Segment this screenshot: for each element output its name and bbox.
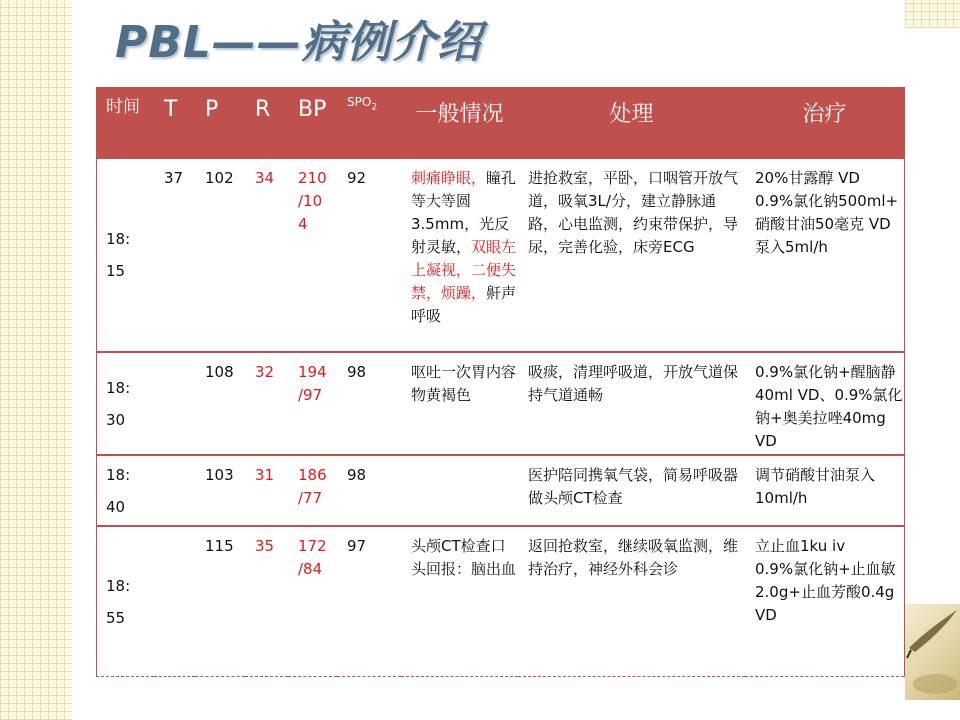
cell-time: 18: 40 [96,455,154,526]
cell-bp: 172 /84 [288,526,337,676]
cell-t [154,352,195,456]
table-row [96,352,904,456]
cell-spo2: 98 [337,352,401,456]
cell-r: 35 [245,526,288,676]
header-general: 一般情况 [401,87,518,159]
header-time: 时间 [96,87,154,159]
cell-spo2: 92 [337,159,401,352]
cell-p: 102 [195,159,245,352]
cell-therapy: 调节硝酸甘油泵入10ml/h [745,455,904,526]
cell-therapy: 0.9%氯化钠+醒脑静40ml VD、0.9%氯化钠+奥美拉唑40mg VD [745,352,904,456]
cell-time: 18: 55 [96,526,154,676]
cell-bp: 194 /97 [288,352,337,456]
header-r: R [245,87,288,159]
table-header-row [96,87,904,159]
cell-spo2: 97 [337,526,401,676]
cell-treatment: 吸痰，清理呼吸道，开放气道保持气道通畅 [518,352,745,456]
header-p: P [195,87,245,159]
cell-t: 37 [154,159,195,352]
cell-r: 34 [245,159,288,352]
cell-spo2: 98 [337,455,401,526]
decorative-grid-right [905,0,960,28]
table-frame-right [904,87,905,677]
cell-general [401,455,518,526]
cell-t [154,455,195,526]
header-treatment: 处理 [518,87,745,159]
quill-pen-icon [905,604,960,700]
cell-time: 18: 15 [96,159,154,352]
slide-title: PBL——病例介绍 [115,17,482,68]
cell-therapy: 20%甘露醇 VD 0.9%氯化钠500ml+ 硝酸甘油50毫克 VD 泵入5ml/h [745,159,904,352]
table-row [96,455,904,526]
cell-therapy: 立止血1ku iv 0.9%氯化钠+止血敏2.0g+止血芳酸0.4g VD [745,526,904,676]
table-row [96,159,904,352]
decorative-grid-left [0,0,72,720]
cell-general: 刺痛睁眼，瞳孔等大等圆3.5mm，光反射灵敏，双眼左上凝视，二便失禁，烦躁，鼾声呼吸 [401,159,518,352]
cell-t [154,526,195,676]
cell-p: 115 [195,526,245,676]
cell-treatment: 医护陪同携氧气袋，简易呼吸器做头颅CT检查 [518,455,745,526]
cell-treatment: 返回抢救室，继续吸氧监测，维持治疗，神经外科会诊 [518,526,745,676]
case-table [96,87,904,677]
header-therapy: 治疗 [745,87,904,159]
header-t: T [154,87,195,159]
cell-time: 18: 30 [96,352,154,456]
cell-bp: 186 /77 [288,455,337,526]
cell-r: 32 [245,352,288,456]
cell-general: 呕吐一次胃内容物黄褐色 [401,352,518,456]
decorative-photo [905,604,960,700]
cell-r: 31 [245,455,288,526]
header-bp: BP [288,87,337,159]
header-spo2: $SPO_2$ [337,87,401,159]
cell-p: 108 [195,352,245,456]
cell-p: 103 [195,455,245,526]
cell-general: 头颅CT检查口头回报：脑出血 [401,526,518,676]
cell-bp: 210 /10 4 [288,159,337,352]
table-row [96,526,904,676]
cell-treatment: 进抢救室，平卧，口咽管开放气道，吸氧3L/分，建立静脉通路，心电监测，约束带保护，导尿，完善化验，床旁ECG [518,159,745,352]
